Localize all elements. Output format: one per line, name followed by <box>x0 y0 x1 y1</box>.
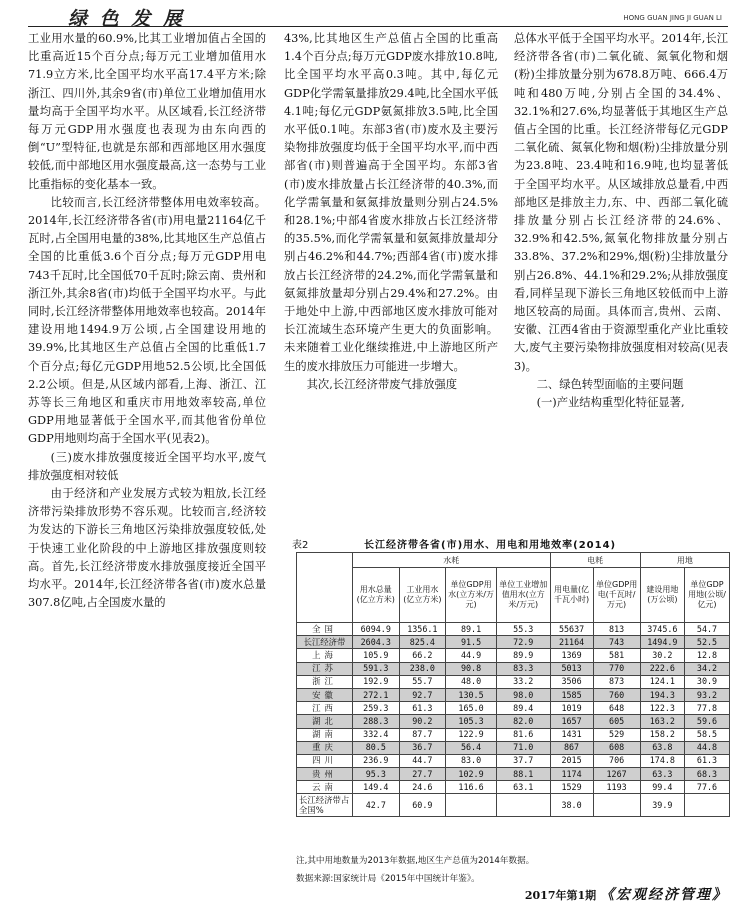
group-header-land: 用地 <box>640 553 729 568</box>
table-row <box>297 636 730 649</box>
text-column-3 <box>514 30 728 412</box>
column-header: 用电量(亿千瓦小时) <box>550 568 593 623</box>
column-header: 工业用水(亿立方米) <box>399 568 446 623</box>
region-cell: 上海 <box>297 649 353 662</box>
value-cell <box>685 794 730 817</box>
region-cell: 安徽 <box>297 688 353 701</box>
value-cell: 1494.9 <box>640 636 684 649</box>
value-cell: 55.7 <box>399 675 446 688</box>
value-cell: 1529 <box>550 781 593 794</box>
value-cell: 591.3 <box>353 662 400 675</box>
value-cell: 63.8 <box>640 741 684 754</box>
value-cell: 130.5 <box>446 688 497 701</box>
value-cell: 77.6 <box>685 781 730 794</box>
value-cell: 68.3 <box>685 768 730 781</box>
value-cell: 56.4 <box>446 741 497 754</box>
value-cell: 89.1 <box>446 623 497 636</box>
value-cell: 102.9 <box>446 768 497 781</box>
value-cell: 3506 <box>550 675 593 688</box>
value-cell: 760 <box>593 688 640 701</box>
column-header: 单位GDP用地(公顷/亿元) <box>685 568 730 623</box>
value-cell: 87.7 <box>399 728 446 741</box>
paragraph: 工业用水量的60.9%,比其工业增加值占全国的比重高近15个百分点;每万元工业增加值用水71.9立方米,比全国平均水平高17.4平方米;除浙江、四川外,其余9省(市)单位工业增加值用水量均高于全国平均水平。从区域看,长江经济带每万元GDP用水强度也表现为由东向西的倒“U”型特征,也就是东部和西部地区用水强度较低,而中部地区用水强度最高,这一态势与工业比重指标的变化基本一致。 <box>28 32 266 191</box>
table-note: 注,其中用地数量为2013年数据,地区生产总值为2014年数据。 <box>296 856 535 866</box>
value-cell: 192.9 <box>353 675 400 688</box>
value-cell: 93.2 <box>685 688 730 701</box>
page-footer <box>525 884 728 904</box>
value-cell: 37.7 <box>496 754 550 767</box>
value-cell: 34.2 <box>685 662 730 675</box>
region-cell: 云南 <box>297 781 353 794</box>
value-cell: 165.0 <box>446 702 497 715</box>
value-cell: 60.9 <box>399 794 446 817</box>
paragraph: 总体水平低于全国平均水平。2014年,长江经济带各省(市)二氧化硫、氮氧化物和烟(粉)尘排放量分别为678.8万吨、666.4万吨和480万吨,分别占全国的34.4%、32.1%和27.6%,均显著低于其地区生产总值占全国的比重。长江经济带每亿元GDP二氧化硫、氮氧化物和烟(粉)尘排放量分别为23.8吨、23.4吨和16.9吨,也均显著低于全国平均水平。从区域排放总量看,中西部地区是排放主力,东、中、西部二氧化硫排放量分别占长江经济带的24.6%、32.9%和42.5%,氮氧化物排放量分别占33.8%、37.2%和29%,烟(粉)尘排放量分别占26.8%、44.1%和29.2%;从排放强度看,同样呈现下游长三角地区较低而中上游地区较高的局面。具体而言,贵州、云南、安徽、江西4省由于资源型重化产业比重较大,废气主要污染物排放强度相对较高(见表3)。 <box>514 32 728 373</box>
region-cell: 浙江 <box>297 675 353 688</box>
value-cell: 6094.9 <box>353 623 400 636</box>
value-cell: 59.6 <box>685 715 730 728</box>
table-corner-cell <box>297 553 353 623</box>
value-cell: 82.0 <box>496 715 550 728</box>
value-cell: 158.2 <box>640 728 684 741</box>
table-row <box>297 715 730 728</box>
section-title: 绿 色 发 展 <box>68 8 185 30</box>
value-cell: 1657 <box>550 715 593 728</box>
value-cell: 163.2 <box>640 715 684 728</box>
value-cell <box>446 794 497 817</box>
efficiency-table <box>296 552 730 817</box>
value-cell: 770 <box>593 662 640 675</box>
value-cell: 116.6 <box>446 781 497 794</box>
value-cell: 61.3 <box>685 754 730 767</box>
table-row <box>297 728 730 741</box>
region-cell: 江苏 <box>297 662 353 675</box>
value-cell: 95.3 <box>353 768 400 781</box>
value-cell: 2604.3 <box>353 636 400 649</box>
value-cell <box>593 794 640 817</box>
region-cell: 湖北 <box>297 715 353 728</box>
value-cell: 288.3 <box>353 715 400 728</box>
value-cell: 1356.1 <box>399 623 446 636</box>
value-cell: 90.2 <box>399 715 446 728</box>
value-cell: 236.9 <box>353 754 400 767</box>
value-cell: 743 <box>593 636 640 649</box>
value-cell: 38.0 <box>550 794 593 817</box>
table-row <box>297 688 730 701</box>
value-cell: 1585 <box>550 688 593 701</box>
magazine-name: 《宏观经济管理》 <box>600 887 728 903</box>
value-cell: 52.5 <box>685 636 730 649</box>
value-cell: 58.5 <box>685 728 730 741</box>
region-cell: 贵州 <box>297 768 353 781</box>
value-cell: 608 <box>593 741 640 754</box>
value-cell: 1019 <box>550 702 593 715</box>
value-cell: 1267 <box>593 768 640 781</box>
table-row <box>297 754 730 767</box>
value-cell: 529 <box>593 728 640 741</box>
value-cell: 867 <box>550 741 593 754</box>
issue-label: 2017年第1期 <box>524 889 597 902</box>
paragraph: 其次,长江经济带废气排放强度 <box>306 377 458 391</box>
subsection-heading: (三)废水排放强度接近全国平均水平,废气排放强度相对较低 <box>28 450 266 482</box>
text-column-1 <box>28 30 266 613</box>
text-column-2 <box>284 30 498 394</box>
table-row <box>297 649 730 662</box>
value-cell: 77.8 <box>685 702 730 715</box>
value-cell: 1193 <box>593 781 640 794</box>
value-cell: 122.9 <box>446 728 497 741</box>
value-cell: 48.0 <box>446 675 497 688</box>
value-cell: 92.7 <box>399 688 446 701</box>
value-cell: 63.1 <box>496 781 550 794</box>
column-header: 用水总量(亿立方米) <box>353 568 400 623</box>
value-cell: 90.8 <box>446 662 497 675</box>
value-cell: 36.7 <box>399 741 446 754</box>
value-cell: 149.4 <box>353 781 400 794</box>
value-cell: 98.0 <box>496 688 550 701</box>
value-cell: 99.4 <box>640 781 684 794</box>
value-cell: 222.6 <box>640 662 684 675</box>
table-row <box>297 623 730 636</box>
table-row <box>297 741 730 754</box>
column-header: 建设用地(万公顷) <box>640 568 684 623</box>
value-cell: 605 <box>593 715 640 728</box>
value-cell: 54.7 <box>685 623 730 636</box>
region-cell: 重庆 <box>297 741 353 754</box>
group-header-electricity: 电耗 <box>550 553 640 568</box>
value-cell: 89.4 <box>496 702 550 715</box>
value-cell: 813 <box>593 623 640 636</box>
region-cell: 江西 <box>297 702 353 715</box>
value-cell: 66.2 <box>399 649 446 662</box>
table-row <box>297 794 730 817</box>
table-row <box>297 702 730 715</box>
subsection-heading: (一)产业结构重型化特征显著, <box>536 396 685 410</box>
value-cell: 63.3 <box>640 768 684 781</box>
value-cell: 81.6 <box>496 728 550 741</box>
value-cell: 3745.6 <box>640 623 684 636</box>
value-cell: 1369 <box>550 649 593 662</box>
column-header: 单位GDP用水(立方米/万元) <box>446 568 497 623</box>
paragraph: 43%,比其地区生产总值占全国的比重高1.4个百分点;每万元GDP废水排放10.8吨,比全国平均水平高0.3吨。其中,每亿元GDP化学需氧量排放29.4吨,比全国水平低4.1吨;每亿元GDP氨氮排放3.5吨,比全国水平低0.1吨。东部3省(市)废水及主要污染物排放强度均低于全国平均水平,而中西部省(市)则普遍高于全国平均。东部3省(市)废水排放量占长江经济带的40.3%,而化学需氧量和氨氮排放量则分别占24.5%和28.1%;中部4省废水排放占长江经济带的35.5%,而化学需氧量和氨氮排放量却分别占46.2%和44.7%;西部4省(市)废水排放占长江经济带的24.2%,而化学需氧量和氨氮排放量却分别占29.4%和27.2%。由于地处中上游,中西部地区废水排放可能对长江流域生态环境产生更大的负面影响。未来随着工业化继续推进,中上游地区所产生的废水排放压力可能进一步增大。 <box>284 32 498 373</box>
value-cell: 1174 <box>550 768 593 781</box>
value-cell: 44.8 <box>685 741 730 754</box>
column-header: 单位GDP用电(千瓦时/万元) <box>593 568 640 623</box>
value-cell: 5013 <box>550 662 593 675</box>
table-row <box>297 662 730 675</box>
paragraph: 由于经济和产业发展方式较为粗放,长江经济带污染排放形势不容乐观。比较而言,经济较为发达的下游长三角地区污染排放强度较低,处于快速工业化阶段的中上游地区排放强度则较高。首先,长江经济带废水排放强度接近全国平均水平。2014年,长江经济带各省(市)废水总量307.8亿吨,占全国废水量的 <box>28 487 266 610</box>
value-cell: 88.1 <box>496 768 550 781</box>
section-heading: 二、绿色转型面临的主要问题 <box>536 377 684 391</box>
region-cell: 四川 <box>297 754 353 767</box>
value-cell: 44.7 <box>399 754 446 767</box>
region-cell: 湖南 <box>297 728 353 741</box>
value-cell: 332.4 <box>353 728 400 741</box>
column-header: 单位工业增加值用水(立方米/万元) <box>496 568 550 623</box>
header-rule <box>28 26 728 27</box>
value-cell: 105.3 <box>446 715 497 728</box>
value-cell: 27.7 <box>399 768 446 781</box>
value-cell: 581 <box>593 649 640 662</box>
value-cell: 83.0 <box>446 754 497 767</box>
value-cell: 24.6 <box>399 781 446 794</box>
table-row <box>297 768 730 781</box>
value-cell: 44.9 <box>446 649 497 662</box>
value-cell: 174.8 <box>640 754 684 767</box>
region-cell: 长江经济带 <box>297 636 353 649</box>
value-cell: 83.3 <box>496 662 550 675</box>
section-subtitle: HONG GUAN JING JI GUAN LI <box>623 14 722 22</box>
region-cell: 全国 <box>297 623 353 636</box>
value-cell: 706 <box>593 754 640 767</box>
value-cell: 21164 <box>550 636 593 649</box>
value-cell: 1431 <box>550 728 593 741</box>
value-cell: 272.1 <box>353 688 400 701</box>
value-cell: 55.3 <box>496 623 550 636</box>
table-caption: 长江经济带各省(市)用水、用电和用地效率(2014) <box>364 540 617 551</box>
region-cell: 长江经济带占全国% <box>297 794 353 817</box>
value-cell: 39.9 <box>640 794 684 817</box>
value-cell: 238.0 <box>399 662 446 675</box>
value-cell: 33.2 <box>496 675 550 688</box>
value-cell: 71.0 <box>496 741 550 754</box>
table-source: 数据来源:国家统计局《2015年中国统计年鉴》。 <box>296 874 480 884</box>
value-cell: 30.9 <box>685 675 730 688</box>
value-cell: 873 <box>593 675 640 688</box>
value-cell: 61.3 <box>399 702 446 715</box>
table-row <box>297 781 730 794</box>
table-label: 表2 <box>292 540 309 551</box>
value-cell: 2015 <box>550 754 593 767</box>
value-cell: 105.9 <box>353 649 400 662</box>
value-cell: 55637 <box>550 623 593 636</box>
group-header-water: 水耗 <box>353 553 551 568</box>
value-cell: 124.1 <box>640 675 684 688</box>
value-cell: 80.5 <box>353 741 400 754</box>
value-cell: 122.3 <box>640 702 684 715</box>
value-cell: 648 <box>593 702 640 715</box>
value-cell: 91.5 <box>446 636 497 649</box>
value-cell: 259.3 <box>353 702 400 715</box>
value-cell: 12.8 <box>685 649 730 662</box>
value-cell: 42.7 <box>353 794 400 817</box>
value-cell: 194.3 <box>640 688 684 701</box>
value-cell: 72.9 <box>496 636 550 649</box>
value-cell <box>496 794 550 817</box>
value-cell: 825.4 <box>399 636 446 649</box>
table-row <box>297 675 730 688</box>
paragraph: 比较而言,长江经济带整体用电效率较高。2014年,长江经济带各省(市)用电量21164亿千瓦时,占全国用电量的38%,比其地区生产总值占全国的比重低3.6个百分点;每万元GDP用电743千瓦时,比全国低70千瓦时;除云南、贵州和浙江外,其余8省(市)均低于全国平均水平。与此同时,长江经济带整体用地效率也较高。2014年建设用地1494.9万公顷,占全国建设用地的39.9%,比其地区生产总值占全国的比重低1.7个百分点;每亿元GDP用地52.5公顷,比全国低2.2公顷。但是,从区域内部看,上海、浙江、江苏等长三角地区和重庆市用地效率较高,单位GDP用地显著低于全国水平,而其他省份单位GDP用地则均高于全国水平(见表2)。 <box>28 195 266 446</box>
value-cell: 30.2 <box>640 649 684 662</box>
value-cell: 89.9 <box>496 649 550 662</box>
